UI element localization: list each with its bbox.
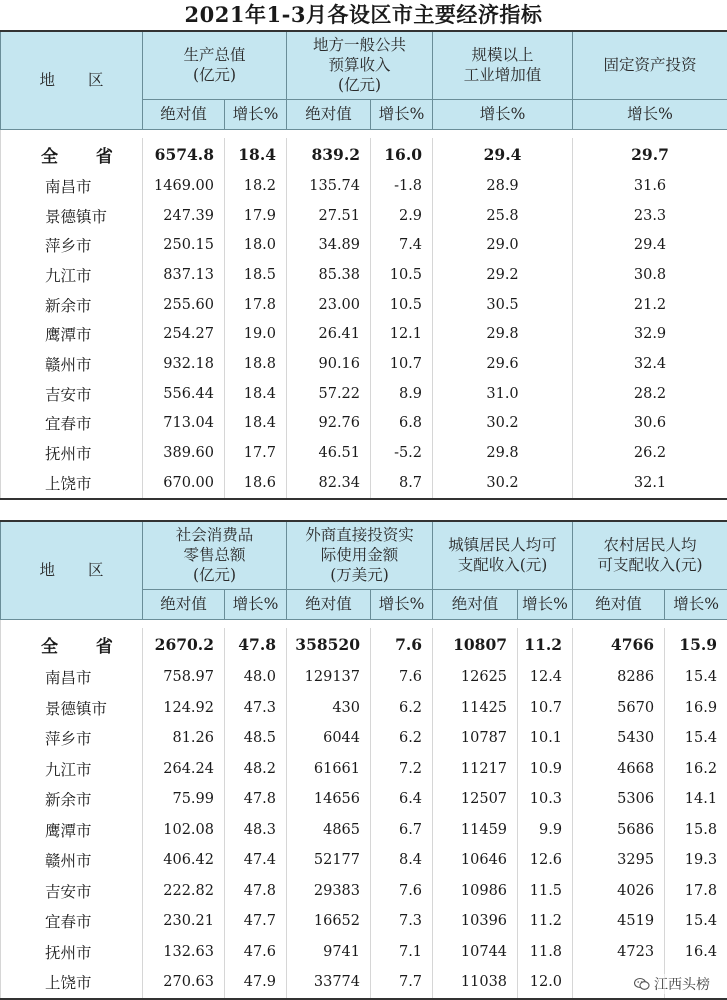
cell-ret-g: 48.3 bbox=[225, 815, 287, 845]
column-group-header: 外商直接投资实 际使用金额 (万美元) bbox=[287, 521, 433, 589]
cell-fdi-g: 7.6 bbox=[371, 876, 433, 906]
cell-rev: 57.22 bbox=[287, 379, 371, 409]
cell-urb: 11425 bbox=[433, 693, 518, 723]
cell-ind-g: 30.2 bbox=[433, 468, 573, 499]
province-total-row bbox=[1, 138, 727, 172]
cell-rev-g: 12.1 bbox=[371, 320, 433, 350]
region-name: 鹰潭市 bbox=[1, 320, 143, 350]
cell-rur: 8286 bbox=[573, 662, 665, 692]
cell-fdi-g: 6.2 bbox=[371, 693, 433, 723]
cell-gdp: 837.13 bbox=[143, 260, 225, 290]
income-consumption-table bbox=[0, 520, 727, 1000]
table-row bbox=[1, 171, 727, 201]
cell-inv-g: 30.8 bbox=[573, 260, 727, 290]
cell-gdp-g: 18.8 bbox=[225, 349, 287, 379]
cell-urb-g: 12.4 bbox=[518, 662, 573, 692]
cell-gdp: 247.39 bbox=[143, 201, 225, 231]
cell-fdi: 16652 bbox=[287, 906, 371, 936]
table-row bbox=[1, 320, 727, 350]
cell-ret: 102.08 bbox=[143, 815, 225, 845]
cell-fdi: 61661 bbox=[287, 754, 371, 784]
cell-inv-g: 29.4 bbox=[573, 231, 727, 261]
column-group-header: 城镇居民人均可 支配收入(元) bbox=[433, 521, 573, 589]
cell-gdp: 389.60 bbox=[143, 438, 225, 468]
region-name: 萍乡市 bbox=[1, 231, 143, 261]
cell-fdi-g: 6.2 bbox=[371, 723, 433, 753]
cell-gdp: 1469.00 bbox=[143, 171, 225, 201]
cell-ret-g: 47.8 bbox=[225, 784, 287, 814]
region-name: 新余市 bbox=[1, 784, 143, 814]
cell-ind-g: 30.5 bbox=[433, 290, 573, 320]
cell-gdp-g: 18.2 bbox=[225, 171, 287, 201]
region-name: 新余市 bbox=[1, 290, 143, 320]
cell-rev: 34.89 bbox=[287, 231, 371, 261]
province-total-row bbox=[1, 628, 727, 663]
region-name: 九江市 bbox=[1, 754, 143, 784]
cell-ret-g: 47.4 bbox=[225, 845, 287, 875]
cell-rur-g: 16.9 bbox=[665, 693, 727, 723]
table-row bbox=[1, 937, 727, 967]
cell-fdi: 9741 bbox=[287, 937, 371, 967]
table-row bbox=[1, 754, 727, 784]
table-row bbox=[1, 876, 727, 906]
cell-rev: 85.38 bbox=[287, 260, 371, 290]
table-row bbox=[1, 967, 727, 999]
cell-rur: 4519 bbox=[573, 906, 665, 936]
cell-ret: 270.63 bbox=[143, 967, 225, 999]
economic-indicators-table bbox=[0, 30, 727, 500]
cell-urb-g: 10.7 bbox=[518, 693, 573, 723]
cell-fdi: 4865 bbox=[287, 815, 371, 845]
cell-gdp-g: 18.0 bbox=[225, 231, 287, 261]
cell-urb: 10807 bbox=[433, 628, 518, 663]
cell-ret: 124.92 bbox=[143, 693, 225, 723]
cell-urb: 10986 bbox=[433, 876, 518, 906]
cell-inv-g: 28.2 bbox=[573, 379, 727, 409]
cell-rev-g: 10.5 bbox=[371, 260, 433, 290]
cell-fdi-g: 6.7 bbox=[371, 815, 433, 845]
cell-ret-g: 48.2 bbox=[225, 754, 287, 784]
region-name: 景德镇市 bbox=[1, 693, 143, 723]
table-row bbox=[1, 379, 727, 409]
cell-ret: 132.63 bbox=[143, 937, 225, 967]
cell-ret: 264.24 bbox=[143, 754, 225, 784]
cell-rur-g: 15.8 bbox=[665, 815, 727, 845]
table-row bbox=[1, 409, 727, 439]
cell-urb: 11217 bbox=[433, 754, 518, 784]
cell-fdi-g: 8.4 bbox=[371, 845, 433, 875]
cell-urb-g: 11.2 bbox=[518, 906, 573, 936]
cell-ret-g: 48.5 bbox=[225, 723, 287, 753]
spacer bbox=[1, 619, 727, 628]
cell-rur-g: 15.4 bbox=[665, 723, 727, 753]
cell-gdp: 254.27 bbox=[143, 320, 225, 350]
sub-header-absolute: 绝对值 bbox=[433, 589, 518, 619]
cell-urb-g: 11.2 bbox=[518, 628, 573, 663]
cell-fdi-g: 6.4 bbox=[371, 784, 433, 814]
cell-urb: 10744 bbox=[433, 937, 518, 967]
cell-ret-g: 47.8 bbox=[225, 628, 287, 663]
region-name: 南昌市 bbox=[1, 171, 143, 201]
cell-rur-g: 15.4 bbox=[665, 906, 727, 936]
cell-inv-g: 21.2 bbox=[573, 290, 727, 320]
cell-ret-g: 48.0 bbox=[225, 662, 287, 692]
sub-header-growth: 增长% bbox=[225, 99, 287, 129]
cell-gdp-g: 18.4 bbox=[225, 409, 287, 439]
column-group-header: 社会消费品 零售总额 (亿元) bbox=[143, 521, 287, 589]
cell-fdi-g: 7.6 bbox=[371, 628, 433, 663]
cell-rev-g: 8.7 bbox=[371, 468, 433, 499]
cell-ret-g: 47.6 bbox=[225, 937, 287, 967]
region-name: 赣州市 bbox=[1, 845, 143, 875]
cell-ret: 222.82 bbox=[143, 876, 225, 906]
cell-ind-g: 25.8 bbox=[433, 201, 573, 231]
cell-gdp-g: 18.4 bbox=[225, 379, 287, 409]
page-title: 2021年1-3月各设区市主要经济指标 bbox=[184, 2, 543, 27]
cell-rev-g: 10.5 bbox=[371, 290, 433, 320]
cell-inv-g: 23.3 bbox=[573, 201, 727, 231]
sub-header-growth: 增长% bbox=[371, 99, 433, 129]
region-header: 地 区 bbox=[1, 31, 143, 129]
table-row bbox=[1, 784, 727, 814]
cell-gdp: 556.44 bbox=[143, 379, 225, 409]
cell-ret: 75.99 bbox=[143, 784, 225, 814]
cell-urb-g: 12.0 bbox=[518, 967, 573, 999]
cell-urb-g: 10.9 bbox=[518, 754, 573, 784]
cell-rev-g: 2.9 bbox=[371, 201, 433, 231]
cell-rur: 5686 bbox=[573, 815, 665, 845]
cell-fdi: 29383 bbox=[287, 876, 371, 906]
cell-fdi-g: 7.6 bbox=[371, 662, 433, 692]
cell-rev-g: 10.7 bbox=[371, 349, 433, 379]
sub-header-growth: 增长% bbox=[225, 589, 287, 619]
cell-rur: 3295 bbox=[573, 845, 665, 875]
sub-header-absolute: 绝对值 bbox=[287, 99, 371, 129]
region-name: 上饶市 bbox=[1, 967, 143, 999]
cell-ind-g: 29.2 bbox=[433, 260, 573, 290]
cell-gdp-g: 17.8 bbox=[225, 290, 287, 320]
column-group-header: 生产总值 (亿元) bbox=[143, 31, 287, 99]
table-row bbox=[1, 438, 727, 468]
cell-gdp: 713.04 bbox=[143, 409, 225, 439]
cell-inv-g: 31.6 bbox=[573, 171, 727, 201]
cell-urb: 10646 bbox=[433, 845, 518, 875]
cell-rev-g: 6.8 bbox=[371, 409, 433, 439]
cell-rev: 23.00 bbox=[287, 290, 371, 320]
cell-urb: 12507 bbox=[433, 784, 518, 814]
cell-ind-g: 29.8 bbox=[433, 320, 573, 350]
cell-rev: 90.16 bbox=[287, 349, 371, 379]
region-name: 抚州市 bbox=[1, 438, 143, 468]
sub-header-growth: 增长% bbox=[665, 589, 727, 619]
cell-rev: 46.51 bbox=[287, 438, 371, 468]
cell-ind-g: 29.4 bbox=[433, 138, 573, 172]
table-row bbox=[1, 815, 727, 845]
cell-gdp-g: 18.5 bbox=[225, 260, 287, 290]
cell-rur-g: 19.3 bbox=[665, 845, 727, 875]
cell-ind-g: 31.0 bbox=[433, 379, 573, 409]
cell-rev: 27.51 bbox=[287, 201, 371, 231]
cell-rur: 4026 bbox=[573, 876, 665, 906]
sub-header-growth: 增长% bbox=[433, 99, 573, 129]
table-row bbox=[1, 906, 727, 936]
cell-rur-g: 16.2 bbox=[665, 754, 727, 784]
cell-gdp: 932.18 bbox=[143, 349, 225, 379]
cell-rur: 4668 bbox=[573, 754, 665, 784]
cell-gdp-g: 17.7 bbox=[225, 438, 287, 468]
cell-inv-g: 32.4 bbox=[573, 349, 727, 379]
cell-gdp: 250.15 bbox=[143, 231, 225, 261]
region-name: 宜春市 bbox=[1, 409, 143, 439]
sub-header-absolute: 绝对值 bbox=[143, 589, 225, 619]
column-group-header: 农村居民人均 可支配收入(元) bbox=[573, 521, 727, 589]
spacer bbox=[1, 129, 727, 138]
cell-rur-g: 16.4 bbox=[665, 937, 727, 967]
watermark bbox=[631, 974, 713, 994]
table-row bbox=[1, 290, 727, 320]
cell-fdi: 52177 bbox=[287, 845, 371, 875]
cell-urb: 10396 bbox=[433, 906, 518, 936]
cell-urb-g: 11.8 bbox=[518, 937, 573, 967]
cell-ind-g: 30.2 bbox=[433, 409, 573, 439]
table-row bbox=[1, 231, 727, 261]
cell-fdi-g: 7.3 bbox=[371, 906, 433, 936]
cell-gdp-g: 19.0 bbox=[225, 320, 287, 350]
cell-urb-g: 10.3 bbox=[518, 784, 573, 814]
cell-rur: 5430 bbox=[573, 723, 665, 753]
region-name: 上饶市 bbox=[1, 468, 143, 499]
region-name: 抚州市 bbox=[1, 937, 143, 967]
cell-rev-g: 7.4 bbox=[371, 231, 433, 261]
cell-urb: 10787 bbox=[433, 723, 518, 753]
cell-rur-g: 17.8 bbox=[665, 876, 727, 906]
cell-rev-g: -5.2 bbox=[371, 438, 433, 468]
cell-urb-g: 11.5 bbox=[518, 876, 573, 906]
region-name: 萍乡市 bbox=[1, 723, 143, 753]
region-name: 吉安市 bbox=[1, 379, 143, 409]
cell-ind-g: 29.0 bbox=[433, 231, 573, 261]
cell-fdi: 33774 bbox=[287, 967, 371, 999]
cell-fdi: 129137 bbox=[287, 662, 371, 692]
cell-gdp: 255.60 bbox=[143, 290, 225, 320]
cell-ret-g: 47.9 bbox=[225, 967, 287, 999]
cell-rur: 5670 bbox=[573, 693, 665, 723]
cell-ind-g: 29.8 bbox=[433, 438, 573, 468]
cell-urb: 11038 bbox=[433, 967, 518, 999]
table-row bbox=[1, 468, 727, 499]
cell-rev: 82.34 bbox=[287, 468, 371, 499]
cell-ret: 758.97 bbox=[143, 662, 225, 692]
column-group-header: 地方一般公共 预算收入 (亿元) bbox=[287, 31, 433, 99]
cell-gdp-g: 18.6 bbox=[225, 468, 287, 499]
cell-ret-g: 47.8 bbox=[225, 876, 287, 906]
table-row bbox=[1, 349, 727, 379]
cell-rur-g: 15.9 bbox=[665, 628, 727, 663]
cell-rev: 839.2 bbox=[287, 138, 371, 172]
cell-gdp: 670.00 bbox=[143, 468, 225, 499]
cell-ret: 2670.2 bbox=[143, 628, 225, 663]
cell-rev-g: 8.9 bbox=[371, 379, 433, 409]
cell-rur: 4766 bbox=[573, 628, 665, 663]
cell-rur: 5306 bbox=[573, 784, 665, 814]
sub-header-absolute: 绝对值 bbox=[287, 589, 371, 619]
cell-rev-g: -1.8 bbox=[371, 171, 433, 201]
cell-fdi-g: 7.1 bbox=[371, 937, 433, 967]
cell-rev-g: 16.0 bbox=[371, 138, 433, 172]
table-row bbox=[1, 845, 727, 875]
sub-header-absolute: 绝对值 bbox=[143, 99, 225, 129]
cell-ret: 230.21 bbox=[143, 906, 225, 936]
cell-gdp-g: 18.4 bbox=[225, 138, 287, 172]
cell-inv-g: 32.1 bbox=[573, 468, 727, 499]
cell-fdi: 14656 bbox=[287, 784, 371, 814]
cell-ret: 406.42 bbox=[143, 845, 225, 875]
table-row bbox=[1, 723, 727, 753]
cell-ret-g: 47.7 bbox=[225, 906, 287, 936]
region-name: 南昌市 bbox=[1, 662, 143, 692]
cell-inv-g: 29.7 bbox=[573, 138, 727, 172]
sub-header-growth: 增长% bbox=[573, 99, 727, 129]
cell-fdi: 430 bbox=[287, 693, 371, 723]
cell-fdi-g: 7.7 bbox=[371, 967, 433, 999]
cell-urb: 11459 bbox=[433, 815, 518, 845]
wechat-icon bbox=[634, 977, 650, 991]
column-group-header: 规模以上 工业增加值 bbox=[433, 31, 573, 99]
cell-rur-g: 15.4 bbox=[665, 662, 727, 692]
column-group-header: 固定资产投资 bbox=[573, 31, 727, 99]
table-row bbox=[1, 662, 727, 692]
table-row bbox=[1, 693, 727, 723]
cell-ind-g: 29.6 bbox=[433, 349, 573, 379]
cell-ret-g: 47.3 bbox=[225, 693, 287, 723]
cell-ret: 81.26 bbox=[143, 723, 225, 753]
watermark-text: 江西头榜 bbox=[654, 977, 710, 993]
cell-gdp-g: 17.9 bbox=[225, 201, 287, 231]
region-name: 景德镇市 bbox=[1, 201, 143, 231]
region-name: 全 省 bbox=[1, 138, 143, 172]
region-name: 鹰潭市 bbox=[1, 815, 143, 845]
cell-rur-g: 14.1 bbox=[665, 784, 727, 814]
cell-urb-g: 10.1 bbox=[518, 723, 573, 753]
cell-fdi-g: 7.2 bbox=[371, 754, 433, 784]
cell-fdi: 358520 bbox=[287, 628, 371, 663]
cell-rev: 92.76 bbox=[287, 409, 371, 439]
sub-header-growth: 增长% bbox=[518, 589, 573, 619]
cell-ind-g: 28.9 bbox=[433, 171, 573, 201]
cell-fdi: 6044 bbox=[287, 723, 371, 753]
cell-urb: 12625 bbox=[433, 662, 518, 692]
region-name: 全 省 bbox=[1, 628, 143, 663]
cell-gdp: 6574.8 bbox=[143, 138, 225, 172]
region-header: 地 区 bbox=[1, 521, 143, 619]
cell-inv-g: 32.9 bbox=[573, 320, 727, 350]
region-name: 宜春市 bbox=[1, 906, 143, 936]
table-row bbox=[1, 201, 727, 231]
cell-rev: 26.41 bbox=[287, 320, 371, 350]
region-name: 赣州市 bbox=[1, 349, 143, 379]
cell-inv-g: 26.2 bbox=[573, 438, 727, 468]
sub-header-absolute: 绝对值 bbox=[573, 589, 665, 619]
table-row bbox=[1, 260, 727, 290]
cell-rev: 135.74 bbox=[287, 171, 371, 201]
sub-header-growth: 增长% bbox=[371, 589, 433, 619]
cell-urb-g: 9.9 bbox=[518, 815, 573, 845]
cell-rur: 4723 bbox=[573, 937, 665, 967]
region-name: 九江市 bbox=[1, 260, 143, 290]
cell-urb-g: 12.6 bbox=[518, 845, 573, 875]
cell-inv-g: 30.6 bbox=[573, 409, 727, 439]
region-name: 吉安市 bbox=[1, 876, 143, 906]
